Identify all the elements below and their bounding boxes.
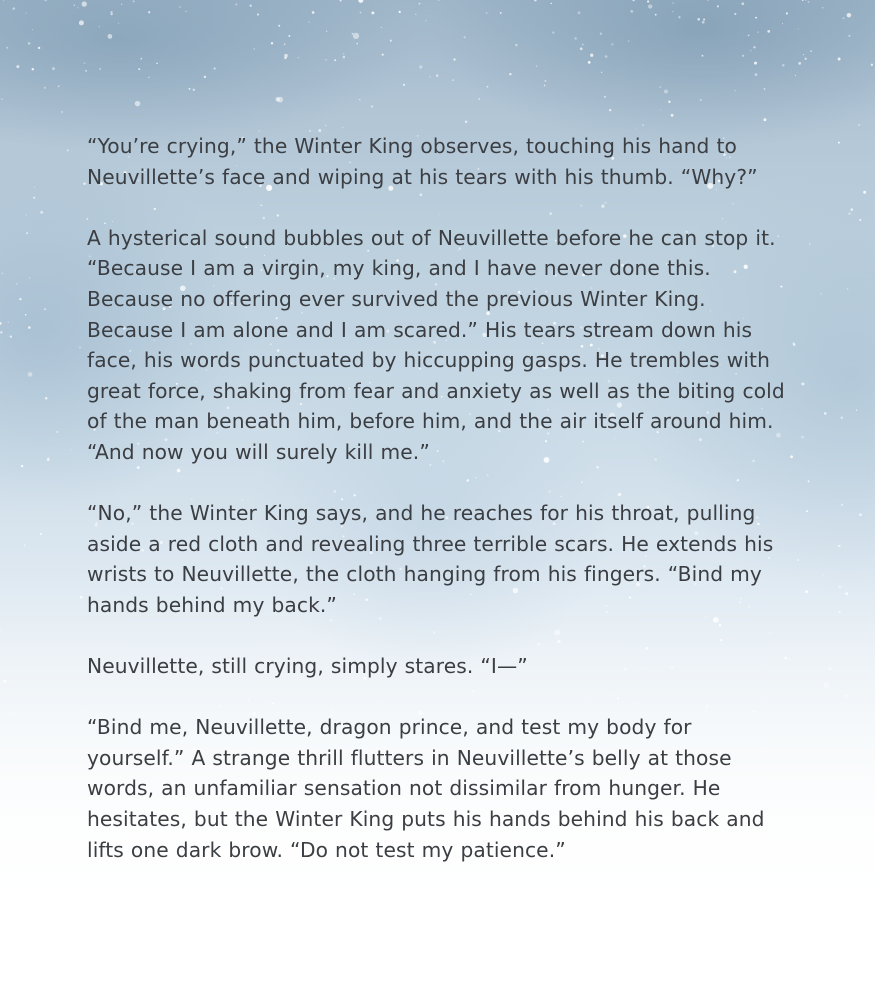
snowflake xyxy=(67,149,69,151)
snowflake xyxy=(399,11,401,13)
snowflake xyxy=(29,277,30,278)
snowflake xyxy=(235,3,237,5)
paragraph-3: “No,” the Winter King says, and he reaches for his throat, pulling aside a red cloth and revealing three terrible scars. He extends his wrists to Neuvillette, the cloth hanging from his fingers. “Bind my hands behind my back.” xyxy=(87,501,774,617)
snowflake xyxy=(436,74,439,77)
snowflake xyxy=(702,21,705,24)
snowflake xyxy=(26,232,28,234)
snowflake xyxy=(340,0,342,2)
snowflake xyxy=(111,13,113,15)
snowflake xyxy=(717,5,719,7)
snowflake xyxy=(121,3,122,4)
snowflake xyxy=(742,55,744,57)
snowflake xyxy=(757,31,759,33)
snowflake xyxy=(859,219,861,221)
snowflake xyxy=(668,101,670,103)
paragraph-1: “You’re crying,” the Winter King observes, touching his hand to Neuvillette’s face and wiping at his tears with his thumb. “Why?” xyxy=(87,134,758,189)
snowflake xyxy=(70,449,71,450)
snowflake xyxy=(544,85,546,87)
snowflake xyxy=(755,73,758,76)
snowflake xyxy=(697,18,700,21)
snowflake xyxy=(24,545,25,546)
snowflake xyxy=(604,96,606,98)
snowflake xyxy=(0,630,1,631)
snowflake xyxy=(148,11,150,13)
snowflake xyxy=(578,11,581,14)
snowflake xyxy=(186,11,187,12)
snowflake xyxy=(702,55,704,57)
snowflake xyxy=(8,322,9,323)
snowflake xyxy=(254,48,255,49)
snowflake xyxy=(28,42,31,45)
snowflake xyxy=(648,4,652,8)
snowflake xyxy=(841,416,844,419)
snowflake xyxy=(390,40,392,42)
snowflake xyxy=(10,335,12,337)
snowflake xyxy=(871,64,873,66)
snowflake xyxy=(80,596,83,599)
snowflake xyxy=(61,111,63,113)
snowflake xyxy=(40,211,43,214)
snowflake xyxy=(250,5,252,7)
snowflake xyxy=(44,0,47,1)
snowflake xyxy=(655,14,657,16)
snowflake xyxy=(312,11,315,14)
snowflake xyxy=(734,13,736,15)
snowflake xyxy=(28,326,31,329)
snowflake xyxy=(25,314,27,316)
snowflake xyxy=(550,3,551,4)
snowflake xyxy=(288,35,290,37)
snowflake xyxy=(419,3,421,5)
snowflake xyxy=(672,2,673,3)
snowflake xyxy=(782,23,783,24)
snowflake xyxy=(6,47,8,49)
snowflake xyxy=(801,382,804,385)
snowflake xyxy=(419,65,422,68)
snowflake xyxy=(735,90,736,91)
snowflake xyxy=(588,61,591,64)
snowflake xyxy=(601,72,602,73)
snowflake xyxy=(703,19,705,21)
snowflake xyxy=(671,114,674,117)
snowflake xyxy=(795,75,796,76)
snowflake xyxy=(77,7,78,8)
snowflake xyxy=(487,86,489,88)
snowflake xyxy=(140,58,142,60)
snowflake xyxy=(863,191,866,194)
snowflake xyxy=(642,124,644,126)
snowflake xyxy=(85,70,87,72)
snowflake xyxy=(858,124,860,126)
snowflake xyxy=(284,43,286,45)
snowflake xyxy=(47,458,50,461)
snowflake xyxy=(828,667,831,670)
snowflake xyxy=(672,11,674,13)
snowflake xyxy=(58,85,60,87)
snowflake xyxy=(838,58,841,61)
snowflake xyxy=(308,22,309,23)
snowflake xyxy=(798,62,801,65)
snowflake xyxy=(600,33,602,35)
snowflake xyxy=(808,480,810,482)
snowflake xyxy=(9,711,11,713)
snowflake xyxy=(343,53,344,54)
snowflake xyxy=(635,128,636,129)
snowflake xyxy=(156,62,158,64)
snowflake xyxy=(808,1,810,3)
snowflake xyxy=(660,86,662,88)
snowflake xyxy=(325,59,327,61)
snowflake xyxy=(465,121,468,124)
snowflake xyxy=(193,89,196,92)
snowflake xyxy=(381,27,382,28)
snowflake xyxy=(99,26,100,27)
snowflake xyxy=(660,109,661,110)
snowflake xyxy=(257,13,259,15)
snowflake xyxy=(452,79,453,80)
snowflake xyxy=(403,84,405,86)
snowflake xyxy=(611,43,613,45)
snowflake xyxy=(358,0,363,3)
snowflake xyxy=(133,0,135,2)
snowflake xyxy=(13,7,15,9)
snowflake xyxy=(609,109,611,111)
snowflake xyxy=(359,99,360,100)
paragraph-4: Neuvillette, still crying, simply stares. “I—” xyxy=(87,654,528,679)
snowflake xyxy=(545,80,547,82)
snowflake xyxy=(605,55,608,58)
snowflake xyxy=(464,36,466,38)
snowflake xyxy=(515,44,517,46)
snowflake xyxy=(204,76,206,78)
snowflake xyxy=(21,465,23,467)
snowflake xyxy=(741,2,744,5)
snowflake xyxy=(848,212,850,214)
snowflake xyxy=(138,68,140,70)
snowflake xyxy=(438,0,439,1)
snowflake xyxy=(118,23,119,24)
snowflake xyxy=(848,35,850,37)
snowflake xyxy=(509,73,511,75)
snowflake xyxy=(797,559,799,561)
snowflake xyxy=(189,88,191,90)
snowflake xyxy=(179,7,180,8)
snowflake xyxy=(678,16,680,18)
snowflake xyxy=(822,575,824,577)
snowflake xyxy=(822,7,823,8)
snowflake xyxy=(534,0,537,1)
snowflake xyxy=(214,67,216,69)
snowflake xyxy=(500,12,502,14)
snowflake xyxy=(38,47,40,49)
snowflake xyxy=(52,67,55,70)
snowflake xyxy=(2,273,3,274)
snowflake xyxy=(271,42,273,44)
snowflake xyxy=(700,99,702,101)
snowflake xyxy=(630,10,633,13)
snowflake xyxy=(805,590,808,593)
snowflake xyxy=(1,98,2,99)
snowflake xyxy=(839,586,842,589)
snowflake xyxy=(84,62,86,64)
snowflake xyxy=(580,47,583,50)
snowflake xyxy=(342,127,343,128)
snowflake xyxy=(845,695,847,697)
snowflake xyxy=(486,12,488,14)
snowflake xyxy=(574,37,577,40)
snowflake xyxy=(44,87,46,89)
snowflake xyxy=(45,397,48,400)
snowflake xyxy=(590,54,593,57)
snowflake xyxy=(371,11,374,14)
snowflake xyxy=(108,34,113,39)
snowflake xyxy=(755,17,757,19)
snowflake xyxy=(343,56,346,59)
snowflake xyxy=(859,513,862,516)
snowflake xyxy=(82,1,87,6)
snowflake xyxy=(79,20,84,25)
snowflake xyxy=(28,372,33,377)
snowflake xyxy=(25,214,26,215)
snowflake xyxy=(415,14,416,15)
snowflake xyxy=(806,510,808,512)
snowflake xyxy=(803,54,804,55)
snowflake xyxy=(284,57,286,59)
snowflake xyxy=(425,20,426,21)
snowflake xyxy=(801,436,804,439)
snowflake xyxy=(0,331,2,333)
snowflake xyxy=(805,0,807,1)
snowflake xyxy=(25,13,26,14)
snowflake xyxy=(748,34,750,36)
snowflake xyxy=(453,58,455,60)
snowflake xyxy=(32,29,33,30)
snowflake xyxy=(850,208,853,211)
snowflake xyxy=(0,322,2,325)
snowflake xyxy=(763,118,766,121)
snowflake xyxy=(56,431,58,433)
snowflake xyxy=(83,183,85,185)
snowflake xyxy=(360,12,362,14)
snowflake xyxy=(326,30,327,31)
snowflake xyxy=(19,298,21,300)
snowflake xyxy=(841,504,843,506)
snowflake xyxy=(135,101,141,107)
snowflake xyxy=(148,77,149,78)
snowflake xyxy=(4,680,6,682)
snowflake xyxy=(325,125,327,127)
snowflake xyxy=(838,545,840,547)
snowflake xyxy=(582,44,583,45)
snowflake xyxy=(839,611,841,613)
snowflake xyxy=(793,344,795,346)
snowflake xyxy=(786,12,788,14)
snowflake xyxy=(847,13,852,18)
snowflake xyxy=(32,68,34,70)
paragraph-2: A hysterical sound bubbles out of Neuvillette before he can stop it. “Because I am a virgin, my king, and I have never done this. Because no offering ever survived the previous Winter King. Because I am alone and I am scared.” His tears stream down his face, his words punctuated by hiccupping gasps. He trembles with great force, shaking from fear and anxiety as well as the biting cold of the man beneath him, before him, and the air itself around him. “And now you will surely kill me.” xyxy=(87,225,785,464)
snowflake xyxy=(353,33,359,39)
snowflake xyxy=(277,97,283,103)
story-text xyxy=(87,131,792,896)
snowflake xyxy=(16,283,18,285)
snowflake xyxy=(810,50,812,52)
snowflake xyxy=(99,68,101,70)
snowflake xyxy=(298,57,299,58)
snowflake xyxy=(16,65,19,68)
snowflake xyxy=(40,533,42,535)
snowflake xyxy=(802,0,804,1)
snowflake xyxy=(356,43,358,45)
snowflake xyxy=(429,76,431,78)
snowflake xyxy=(843,17,845,19)
snowflake xyxy=(352,33,354,35)
snowflake xyxy=(34,187,35,188)
snowflake xyxy=(750,50,751,51)
snowflake xyxy=(823,682,829,688)
snowflake xyxy=(809,243,810,244)
snowflake xyxy=(782,64,785,67)
snowflake xyxy=(707,0,709,1)
snowflake xyxy=(754,62,757,65)
snowflake xyxy=(632,0,635,1)
snowflake xyxy=(382,54,384,56)
snowflake xyxy=(628,40,629,41)
snowflake xyxy=(764,88,766,90)
snowflake xyxy=(74,5,75,6)
snowflake xyxy=(820,293,821,294)
snowflake xyxy=(805,58,807,60)
snowflake xyxy=(552,31,554,33)
snowflake xyxy=(479,98,480,99)
snowflake xyxy=(811,711,812,712)
snowflake xyxy=(767,30,770,33)
paragraph-5: “Bind me, Neuvillette, dragon prince, and test my body for yourself.” A strange thrill flutters in Neuvillette’s belly at those words, an unfamiliar sensation not dissimilar from hunger. He hesitates, but the Winter King puts his hands behind his back and lifts one dark brow. “Do not test my patience.” xyxy=(87,715,765,862)
snowflake xyxy=(44,308,46,310)
snowflake xyxy=(33,197,35,199)
snowflake xyxy=(824,412,827,415)
snowflake xyxy=(856,410,857,411)
snowflake xyxy=(798,28,799,29)
snowflake xyxy=(838,142,840,144)
snowflake xyxy=(82,709,84,711)
snowflake xyxy=(371,105,373,107)
snowflake xyxy=(647,0,649,2)
snowflake xyxy=(334,59,336,61)
snowflake xyxy=(847,288,849,290)
snowflake xyxy=(845,592,848,595)
snowflake xyxy=(79,347,81,349)
snowflake xyxy=(278,25,280,27)
snowflake xyxy=(284,54,288,58)
snowflake xyxy=(664,90,668,94)
snowflake xyxy=(3,0,4,1)
snowflake xyxy=(536,65,538,67)
snowflake xyxy=(753,46,755,48)
